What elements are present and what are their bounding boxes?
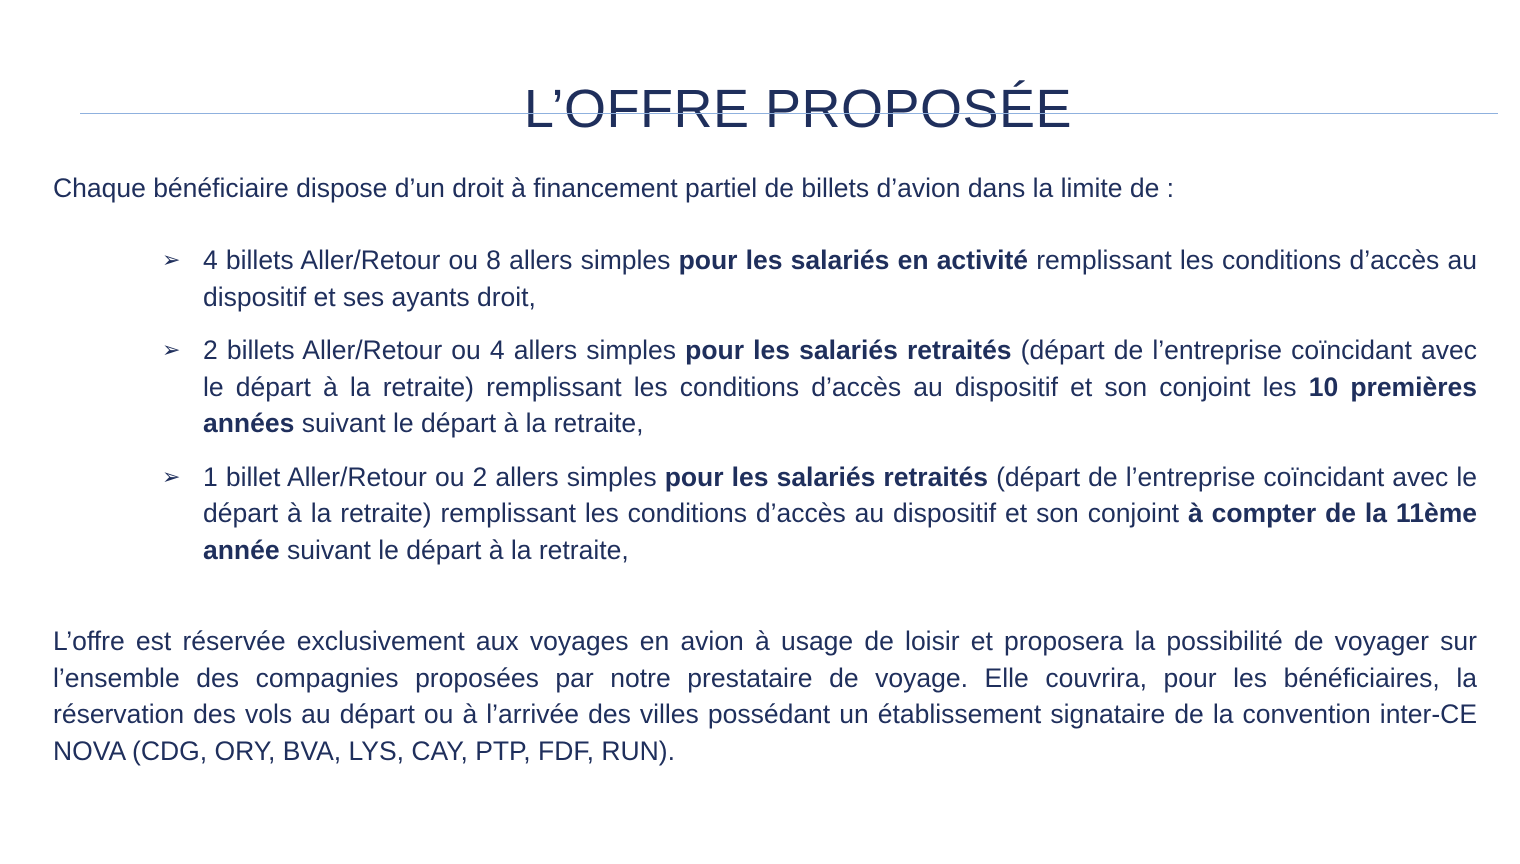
bullet-text [203,459,1477,569]
bullet-text [203,242,1477,315]
intro-paragraph: Chaque bénéficiaire dispose d’un droit à financement partiel de billets d’avion dans la limite de : [53,173,1175,203]
bullet-text-part: 1 billet Aller/Retour ou 2 allers simples [203,461,665,492]
title-divider [80,113,1498,114]
list-item [160,459,1477,569]
list-item [160,332,1477,442]
bullet-list [160,242,1477,585]
bullet-text-bold: pour les salariés en activité [678,245,1029,275]
bullet-text-part: (départ de l’entreprise coïncidant avec le départ à la retraite) remplissant les conditions d’accès au dispositif et son conjoint les [203,335,1477,402]
bullet-text-part: suivant le départ à la retraite, [294,408,644,438]
arrow-bullet-icon: ➢ [162,247,181,272]
bullet-text-part: (départ de l’entreprise coïncidant avec le départ à la retraite) remplissant les conditions d’accès au dispositif et son conjoint [203,461,1477,528]
bullet-text-bold: pour les salariés retraités [685,335,1012,365]
list-item [160,242,1477,315]
bullet-text [203,332,1477,442]
closing-paragraph: L’offre est réservée exclusivement aux voyages en avion à usage de loisir et proposera la possibilité de voyager sur l’ensemble des compagnies proposées par notre prestataire de voyage. Elle couvrira, pour les bénéficiaires, la réservation des vols au départ ou à l’arrivée des villes possédant un établissement signataire de la convention inter-CE NOVA (CDG, ORY, BVA, LYS, CAY, PTP, FDF, RUN). [53,626,1477,766]
bullet-text-part: 4 billets Aller/Retour ou 8 allers simples [203,245,679,275]
bullet-text-bold: pour les salariés retraités [664,461,988,492]
page-title: L’OFFRE PROPOSÉE [523,79,1073,140]
bullet-text-part: suivant le départ à la retraite, [279,534,629,565]
arrow-bullet-icon: ➢ [162,337,181,362]
bullet-text-part: remplissant les conditions d’accès au dispositif et ses ayants droit, [203,245,1477,312]
bullet-text-bold: 10 premières années [203,371,1478,438]
arrow-bullet-icon: ➢ [162,463,181,489]
bullet-text-bold: à compter de la 11ème année [203,498,1477,565]
bullet-text-part: 2 billets Aller/Retour ou 4 allers simples [203,335,686,365]
